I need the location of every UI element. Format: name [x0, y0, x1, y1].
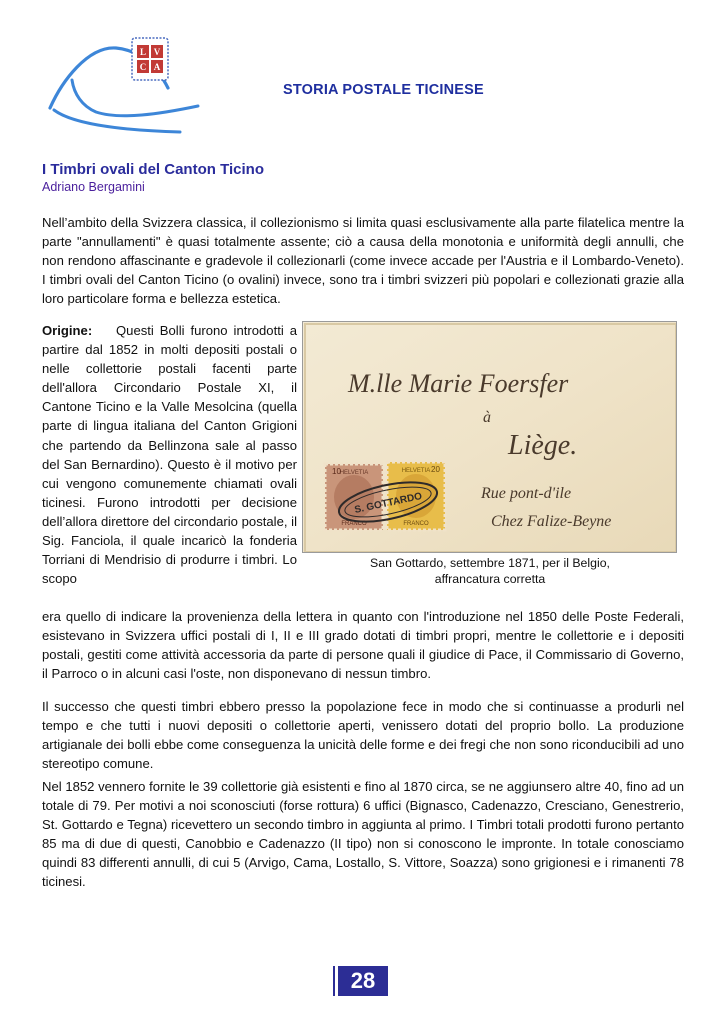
caption-line-1: San Gottardo, settembre 1871, per il Belgio,: [370, 556, 610, 570]
envelope-addressee: M.lle Marie Foersfer: [348, 369, 569, 398]
caption-line-2: affrancatura corretta: [434, 571, 546, 586]
origin-text: Questi Bolli furono introdotti a partire dal 1852 in molti depositi postali o nelle collettorie postali facenti parte dell'allora Circondario Postale XI, il Cantone Ticino e la Valle Mesolcina (quella parte di lingua italiana del Canton Grigioni che partendo da Bellinzona sale al passo del San Bernardino). Questo è il motivo per cui vengono comunemente chiamati ovali ticinesi. Furono introdotti per decisione dell’allora direttore del circondario postale, il Sig. Fanciola, il quale incaricò la fonderia Torriani di Mendrisio di produrre i timbri. Lo scopo: [42, 323, 297, 587]
envelope-care-of: Chez Falize-Beyne: [491, 513, 612, 530]
logo-letter-l: L: [139, 47, 147, 57]
stamp-right-value: 20: [431, 465, 440, 474]
intro-paragraph: Nell’ambito della Svizzera classica, il collezionismo si limita quasi esclusivamente alla parte filatelica mentre la parte "annullamenti" è quasi totalmente assente; ciò a causa della monotonia e uniformità degli annulli, che non rendono affascinante e gradevole il collezionarli (come invece accade per l'Austria e il Lombardo-Veneto). I timbri ovali del Canton Ticino (o ovalini) invece, sono tra i timbri svizzeri più popolari e collezionati grazie alla loro particolare forma e bellezza estetica.: [42, 215, 684, 306]
envelope-photo: [302, 321, 677, 553]
envelope-preposition: à: [483, 409, 491, 426]
stamp-right-text: FRANCO: [403, 521, 429, 527]
origin-label: Origine:: [42, 323, 93, 338]
article-author: Adriano Bergamini: [42, 180, 145, 194]
envelope-city: Liège.: [508, 430, 578, 461]
logo-letter-a: A: [153, 62, 161, 72]
photo-caption: [310, 556, 670, 587]
envelope-street: Rue pont-d'ile: [481, 485, 572, 502]
envelope-illustration: [303, 322, 677, 553]
logo-graphic: [40, 36, 205, 144]
stamp-right-top-text: HELVETIA: [401, 468, 431, 474]
article-title: I Timbri ovali del Canton Ticino: [42, 161, 264, 178]
logo: [40, 36, 205, 144]
stamp-left-value: 10: [332, 467, 341, 476]
collettorie-paragraph: Nel 1852 vennero fornite le 39 collettorie già esistenti e fino al 1870 circa, se ne aggiunsero altre 40, fino ad un totale di 79. Per motivi a noi sconosciuti (forse rottura) 6 uffici (Bignasco, Cadenazzo, Cresciano, Genestrerio, St. Gottardo e Tegna) ricevettero un secondo timbro in aggiunta al primo. I Timbri totali prodotti furono pertanto 85 ma di due di questi, Canobbio e Cadenazzo (II tipo) non si conoscono le impronte. In totale conosciamo quindi 83 differenti annulli, di cui 5 (Arvigo, Cama, Lostallo, S. Vittore, Soazza) sono grigionesi e i rimanenti 78 ticinesi.: [42, 779, 684, 889]
success-paragraph: Il successo che questi timbri ebbero presso la popolazione fece in modo che si continuasse a produrli nel tempo e che tutti i nuovi depositi o collettorie aperti, venissero dotati del proprio bollo. La produzione artigianale dei bolli ebbe come conseguenza la unicità delle forme e dei fregi che non sono riconducibili ad uno stereotipo comune.: [42, 699, 684, 771]
page-number: 28: [338, 966, 388, 996]
logo-letter-c: C: [139, 62, 147, 72]
stamp-left-top-text: HELVETIA: [339, 470, 369, 476]
logo-letter-v: V: [153, 47, 161, 57]
origin-paragraph: [42, 321, 297, 588]
page-number-bar: [333, 966, 335, 996]
postmark-text: S. GOTTARDO: [353, 490, 424, 516]
stamp-left-text: FRANCO: [341, 521, 367, 527]
origin-continued-paragraph: era quello di indicare la provenienza della lettera in quanto con l'introduzione nel 1850 delle Poste Federali, esistevano in Svizzera uffici postali di I, II e III grado dotati di timbri propri, mentre le collettorie e i depositi postali, gestiti come attività accessoria da parte di persone quali il giudice di Pace, il Commissario di Governo, il Parroco o in alcuni casi l'oste, non disponevano di nessun timbro.: [42, 609, 684, 681]
header-title: STORIA POSTALE TICINESE: [283, 82, 484, 98]
